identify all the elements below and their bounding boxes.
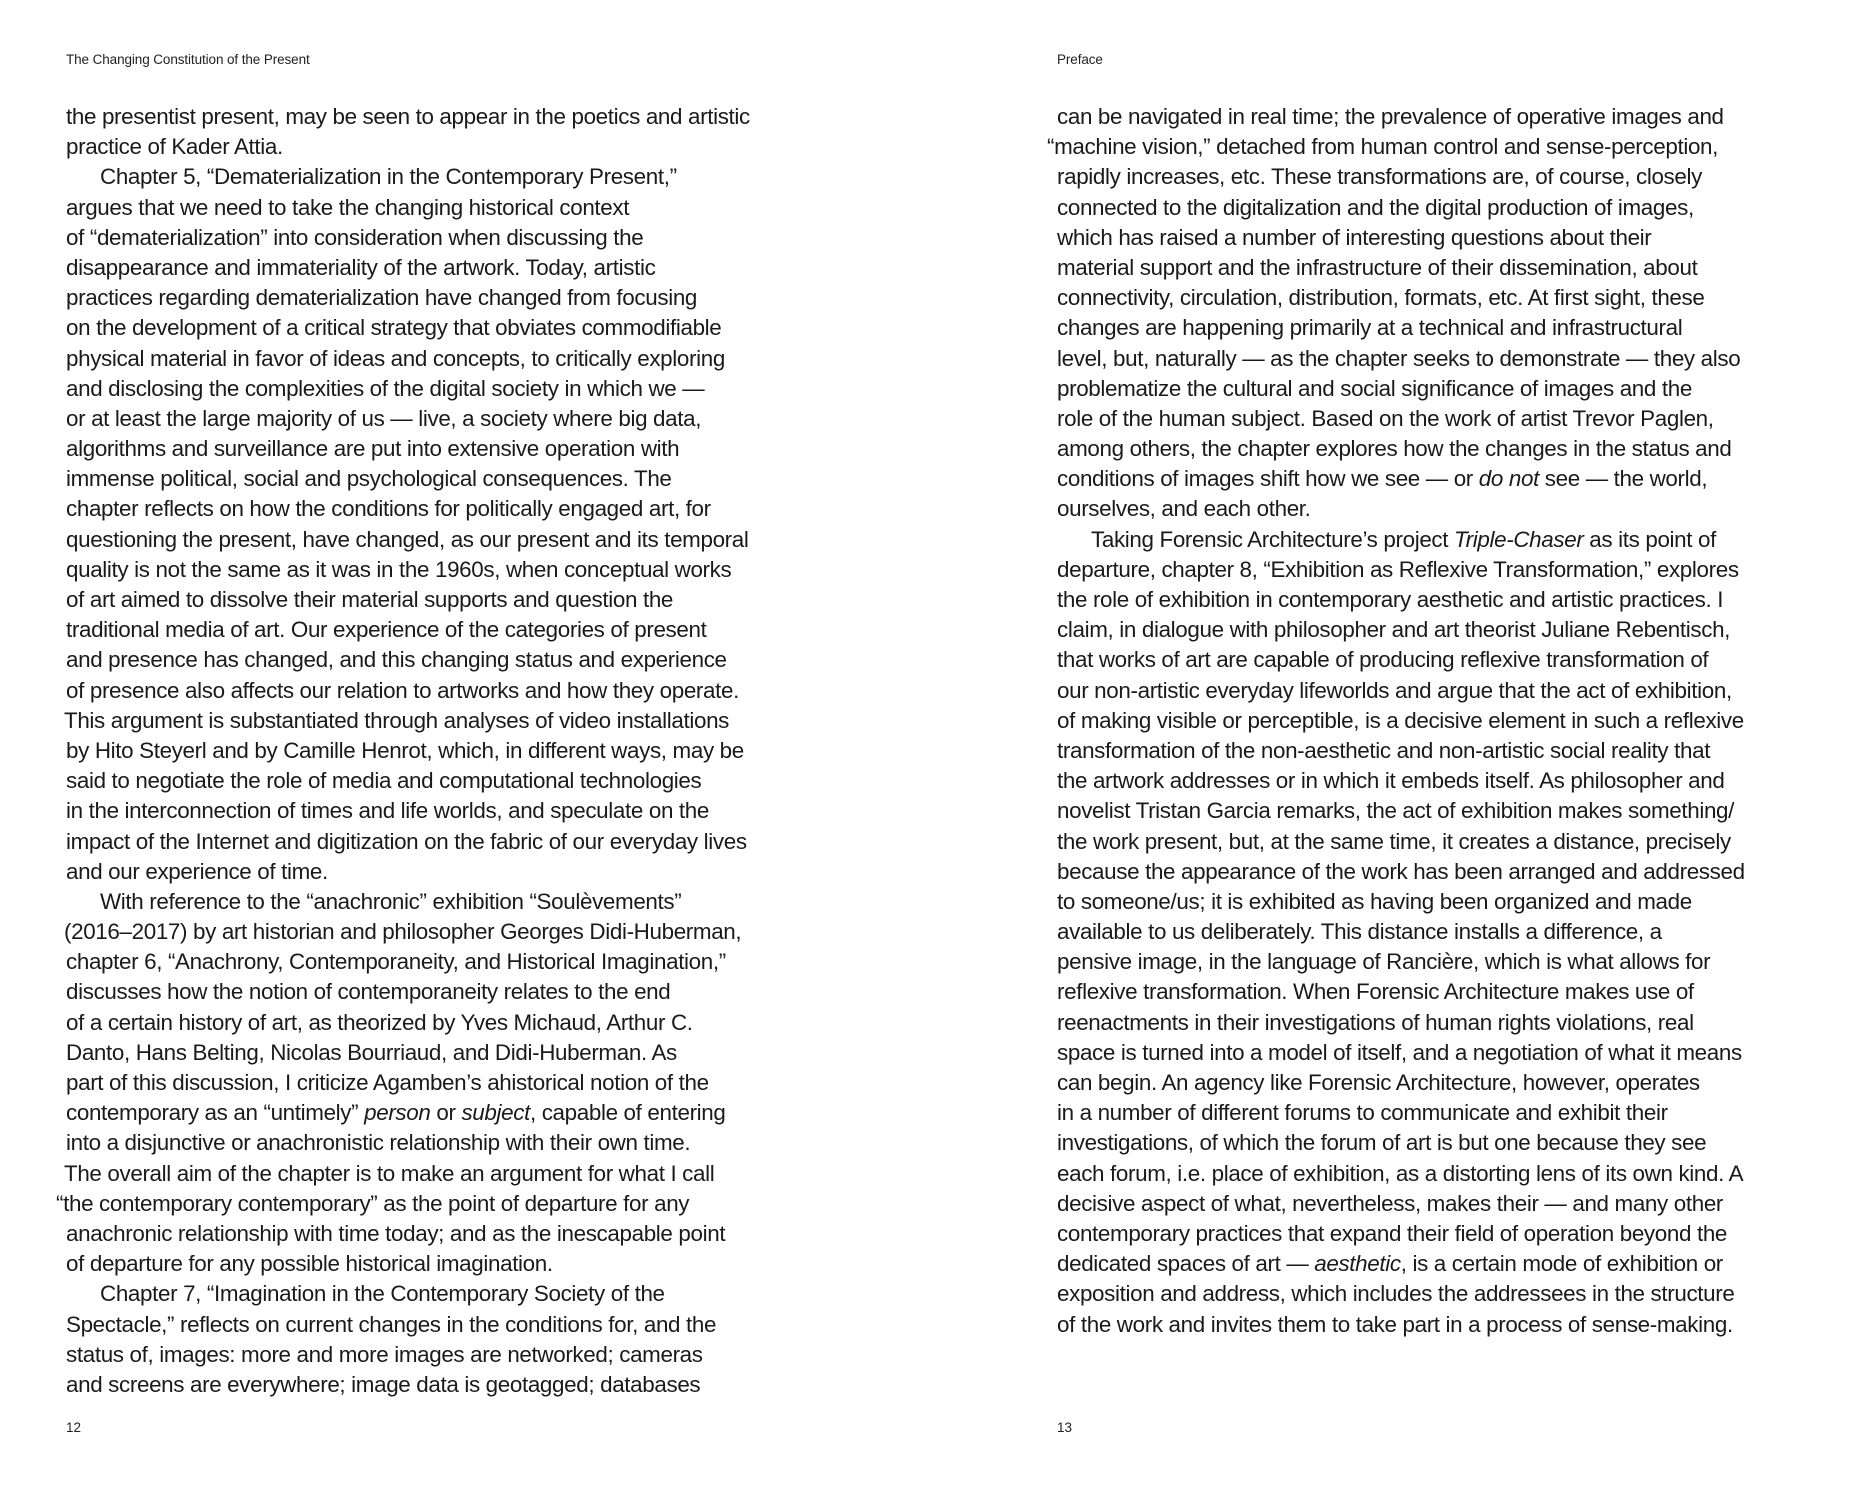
text-line: algorithms and surveillance are put into extensive operation with bbox=[66, 436, 680, 462]
text-line: that works of art are capable of producing reflexive transformation of bbox=[1057, 647, 1709, 673]
text-line: the artwork addresses or in which it embeds itself. As philosopher and bbox=[1057, 768, 1725, 794]
running-head: The Changing Constitution of the Present bbox=[66, 52, 310, 67]
text-line: quality is not the same as it was in the 1960s, when conceptual works bbox=[66, 556, 732, 582]
text-line: departure, chapter 8, “Exhibition as Reflexive Transformation,” explores bbox=[1057, 556, 1739, 582]
text-line: to someone/us; it is exhibited as having been organized and made bbox=[1057, 888, 1692, 914]
text-line: contemporary as an “untimely” person or subject, capable of entering bbox=[66, 1100, 726, 1126]
text-line: Danto, Hans Belting, Nicolas Bourriaud, and Didi-Huberman. As bbox=[66, 1039, 677, 1065]
text-line: exposition and address, which includes the addressees in the structure bbox=[1057, 1281, 1735, 1307]
text-line: each forum, i.e. place of exhibition, as a distorting lens of its own kind. A bbox=[1057, 1160, 1744, 1186]
text-line: “machine vision,” detached from human control and sense-perception, bbox=[1047, 134, 1719, 160]
text-line: practice of Kader Attia. bbox=[66, 134, 283, 160]
text-line: problematize the cultural and social significance of images and the bbox=[1057, 375, 1692, 401]
text-line: Spectacle,” reflects on current changes in the conditions for, and the bbox=[66, 1311, 717, 1337]
text-line: space is turned into a model of itself, and a negotiation of what it means bbox=[1057, 1039, 1742, 1065]
page-number: 12 bbox=[66, 1420, 82, 1435]
text-line: rapidly increases, etc. These transformations are, of course, closely bbox=[1057, 164, 1702, 190]
text-line: argues that we need to take the changing historical context bbox=[66, 194, 630, 220]
text-line: our non-artistic everyday lifeworlds and argue that the act of exhibition, bbox=[1057, 677, 1732, 703]
text-line: contemporary practices that expand their field of operation beyond the bbox=[1057, 1220, 1728, 1246]
text-line: available to us deliberately. This distance installs a difference, a bbox=[1057, 919, 1662, 945]
text-line: of departure for any possible historical imagination. bbox=[66, 1251, 553, 1277]
text-line: investigations, of which the forum of art is but one because they see bbox=[1057, 1130, 1707, 1156]
text-line: of art aimed to dissolve their material supports and question the bbox=[66, 587, 674, 612]
text-line: said to negotiate the role of media and computational technologies bbox=[66, 768, 702, 794]
text-line: transformation of the non-aesthetic and non-artistic social reality that bbox=[1057, 737, 1711, 763]
text-line: ourselves, and each other. bbox=[1057, 496, 1311, 522]
text-line: can be navigated in real time; the prevalence of operative images and bbox=[1057, 104, 1724, 129]
text-line: reflexive transformation. When Forensic Architecture makes use of bbox=[1057, 979, 1694, 1005]
text-line: questioning the present, have changed, as our present and its temporal bbox=[66, 526, 749, 552]
text-line: of “dematerialization” into consideration when discussing the bbox=[66, 224, 644, 250]
text-line: conditions of images shift how we see — or do not see — the world, bbox=[1057, 466, 1708, 492]
text-line: can begin. An agency like Forensic Architecture, however, operates bbox=[1057, 1070, 1700, 1095]
text-line: practices regarding dematerialization have changed from focusing bbox=[66, 285, 698, 311]
text-line: and presence has changed, and this changing status and experience bbox=[66, 647, 727, 673]
text-line: Chapter 7, “Imagination in the Contemporary Society of the bbox=[100, 1281, 665, 1307]
text-line: dedicated spaces of art — aesthetic, is a certain mode of exhibition or bbox=[1057, 1251, 1723, 1277]
text-line: disappearance and immateriality of the artwork. Today, artistic bbox=[66, 254, 656, 280]
text-line: in the interconnection of times and life worlds, and speculate on the bbox=[66, 798, 709, 824]
text-line: on the development of a critical strategy that obviates commodifiable bbox=[66, 315, 722, 341]
text-line: of a certain history of art, as theorized by Yves Michaud, Arthur C. bbox=[66, 1009, 693, 1035]
text-line: into a disjunctive or anachronistic relationship with their own time. bbox=[66, 1130, 691, 1156]
text-line: changes are happening primarily at a technical and infrastructural bbox=[1057, 315, 1683, 341]
text-line: the role of exhibition in contemporary aesthetic and artistic practices. I bbox=[1057, 587, 1724, 612]
text-line: decisive aspect of what, nevertheless, makes their — and many other bbox=[1057, 1190, 1724, 1216]
text-line: physical material in favor of ideas and concepts, to critically exploring bbox=[66, 345, 725, 371]
text-line: “the contemporary contemporary” as the point of departure for any bbox=[56, 1190, 690, 1216]
text-line: anachronic relationship with time today; and as the inescapable point bbox=[66, 1220, 726, 1246]
running-head: Preface bbox=[1057, 52, 1103, 67]
text-line: Taking Forensic Architecture’s project Triple-Chaser as its point of bbox=[1091, 526, 1716, 552]
text-line: connected to the digitalization and the digital production of images, bbox=[1057, 194, 1694, 220]
text-line: of presence also affects our relation to artworks and how they operate. bbox=[66, 677, 739, 703]
text-line: connectivity, circulation, distribution, formats, etc. At first sight, these bbox=[1057, 285, 1705, 311]
text-line: and our experience of time. bbox=[66, 858, 328, 884]
text-line: among others, the chapter explores how the changes in the status and bbox=[1057, 436, 1732, 462]
text-line: of making visible or perceptible, is a decisive element in such a reflexive bbox=[1057, 707, 1744, 733]
text-line: traditional media of art. Our experience of the categories of present bbox=[66, 617, 707, 643]
text-line: or at least the large majority of us — live, a society where big data, bbox=[66, 405, 702, 431]
text-line: immense political, social and psychological consequences. The bbox=[66, 466, 672, 492]
text-line: novelist Tristan Garcia remarks, the act of exhibition makes something/ bbox=[1057, 798, 1735, 824]
text-line: and disclosing the complexities of the digital society in which we — bbox=[66, 375, 705, 401]
text-line: material support and the infrastructure of their dissemination, about bbox=[1057, 254, 1698, 280]
text-line: pensive image, in the language of Rancière, which is what allows for bbox=[1057, 949, 1711, 975]
text-line: level, but, naturally — as the chapter seeks to demonstrate — they also bbox=[1057, 345, 1741, 371]
text-line: which has raised a number of interesting questions about their bbox=[1057, 224, 1652, 250]
right-page bbox=[926, 0, 1852, 1500]
page-number: 13 bbox=[1057, 1420, 1073, 1435]
text-line: of the work and invites them to take part in a process of sense-making. bbox=[1057, 1311, 1733, 1337]
text-line: the work present, but, at the same time, it creates a distance, precisely bbox=[1057, 828, 1731, 854]
text-line: part of this discussion, I criticize Agamben’s ahistorical notion of the bbox=[66, 1070, 709, 1095]
text-line: discusses how the notion of contemporaneity relates to the end bbox=[66, 979, 671, 1005]
text-line: in a number of different forums to communicate and exhibit their bbox=[1057, 1100, 1668, 1126]
text-line: This argument is substantiated through analyses of video installations bbox=[64, 707, 730, 733]
text-line: chapter reflects on how the conditions for politically engaged art, for bbox=[66, 496, 711, 522]
text-line: by Hito Steyerl and by Camille Henrot, which, in different ways, may be bbox=[66, 737, 744, 763]
text-line: reenactments in their investigations of human rights violations, real bbox=[1057, 1009, 1694, 1035]
text-line: the presentist present, may be seen to appear in the poetics and artistic bbox=[66, 104, 750, 129]
body-text bbox=[1047, 102, 1745, 1340]
text-line: status of, images: more and more images are networked; cameras bbox=[66, 1341, 703, 1367]
body-text bbox=[56, 102, 750, 1400]
text-line: impact of the Internet and digitization on the fabric of our everyday lives bbox=[66, 828, 747, 854]
text-line: chapter 6, “Anachrony, Contemporaneity, and Historical Imagination,” bbox=[66, 949, 726, 975]
text-line: The overall aim of the chapter is to make an argument for what I call bbox=[64, 1160, 715, 1186]
text-line: With reference to the “anachronic” exhibition “Soulèvements” bbox=[100, 888, 682, 914]
text-line: and screens are everywhere; image data is geotagged; databases bbox=[66, 1371, 701, 1397]
text-line: because the appearance of the work has been arranged and addressed bbox=[1057, 858, 1745, 884]
text-line: role of the human subject. Based on the work of artist Trevor Paglen, bbox=[1057, 405, 1714, 431]
text-line: claim, in dialogue with philosopher and art theorist Juliane Rebentisch, bbox=[1057, 617, 1731, 643]
text-line: (2016–2017) by art historian and philosopher Georges Didi-Huberman, bbox=[64, 919, 742, 945]
text-line: Chapter 5, “Dematerialization in the Contemporary Present,” bbox=[100, 164, 677, 190]
